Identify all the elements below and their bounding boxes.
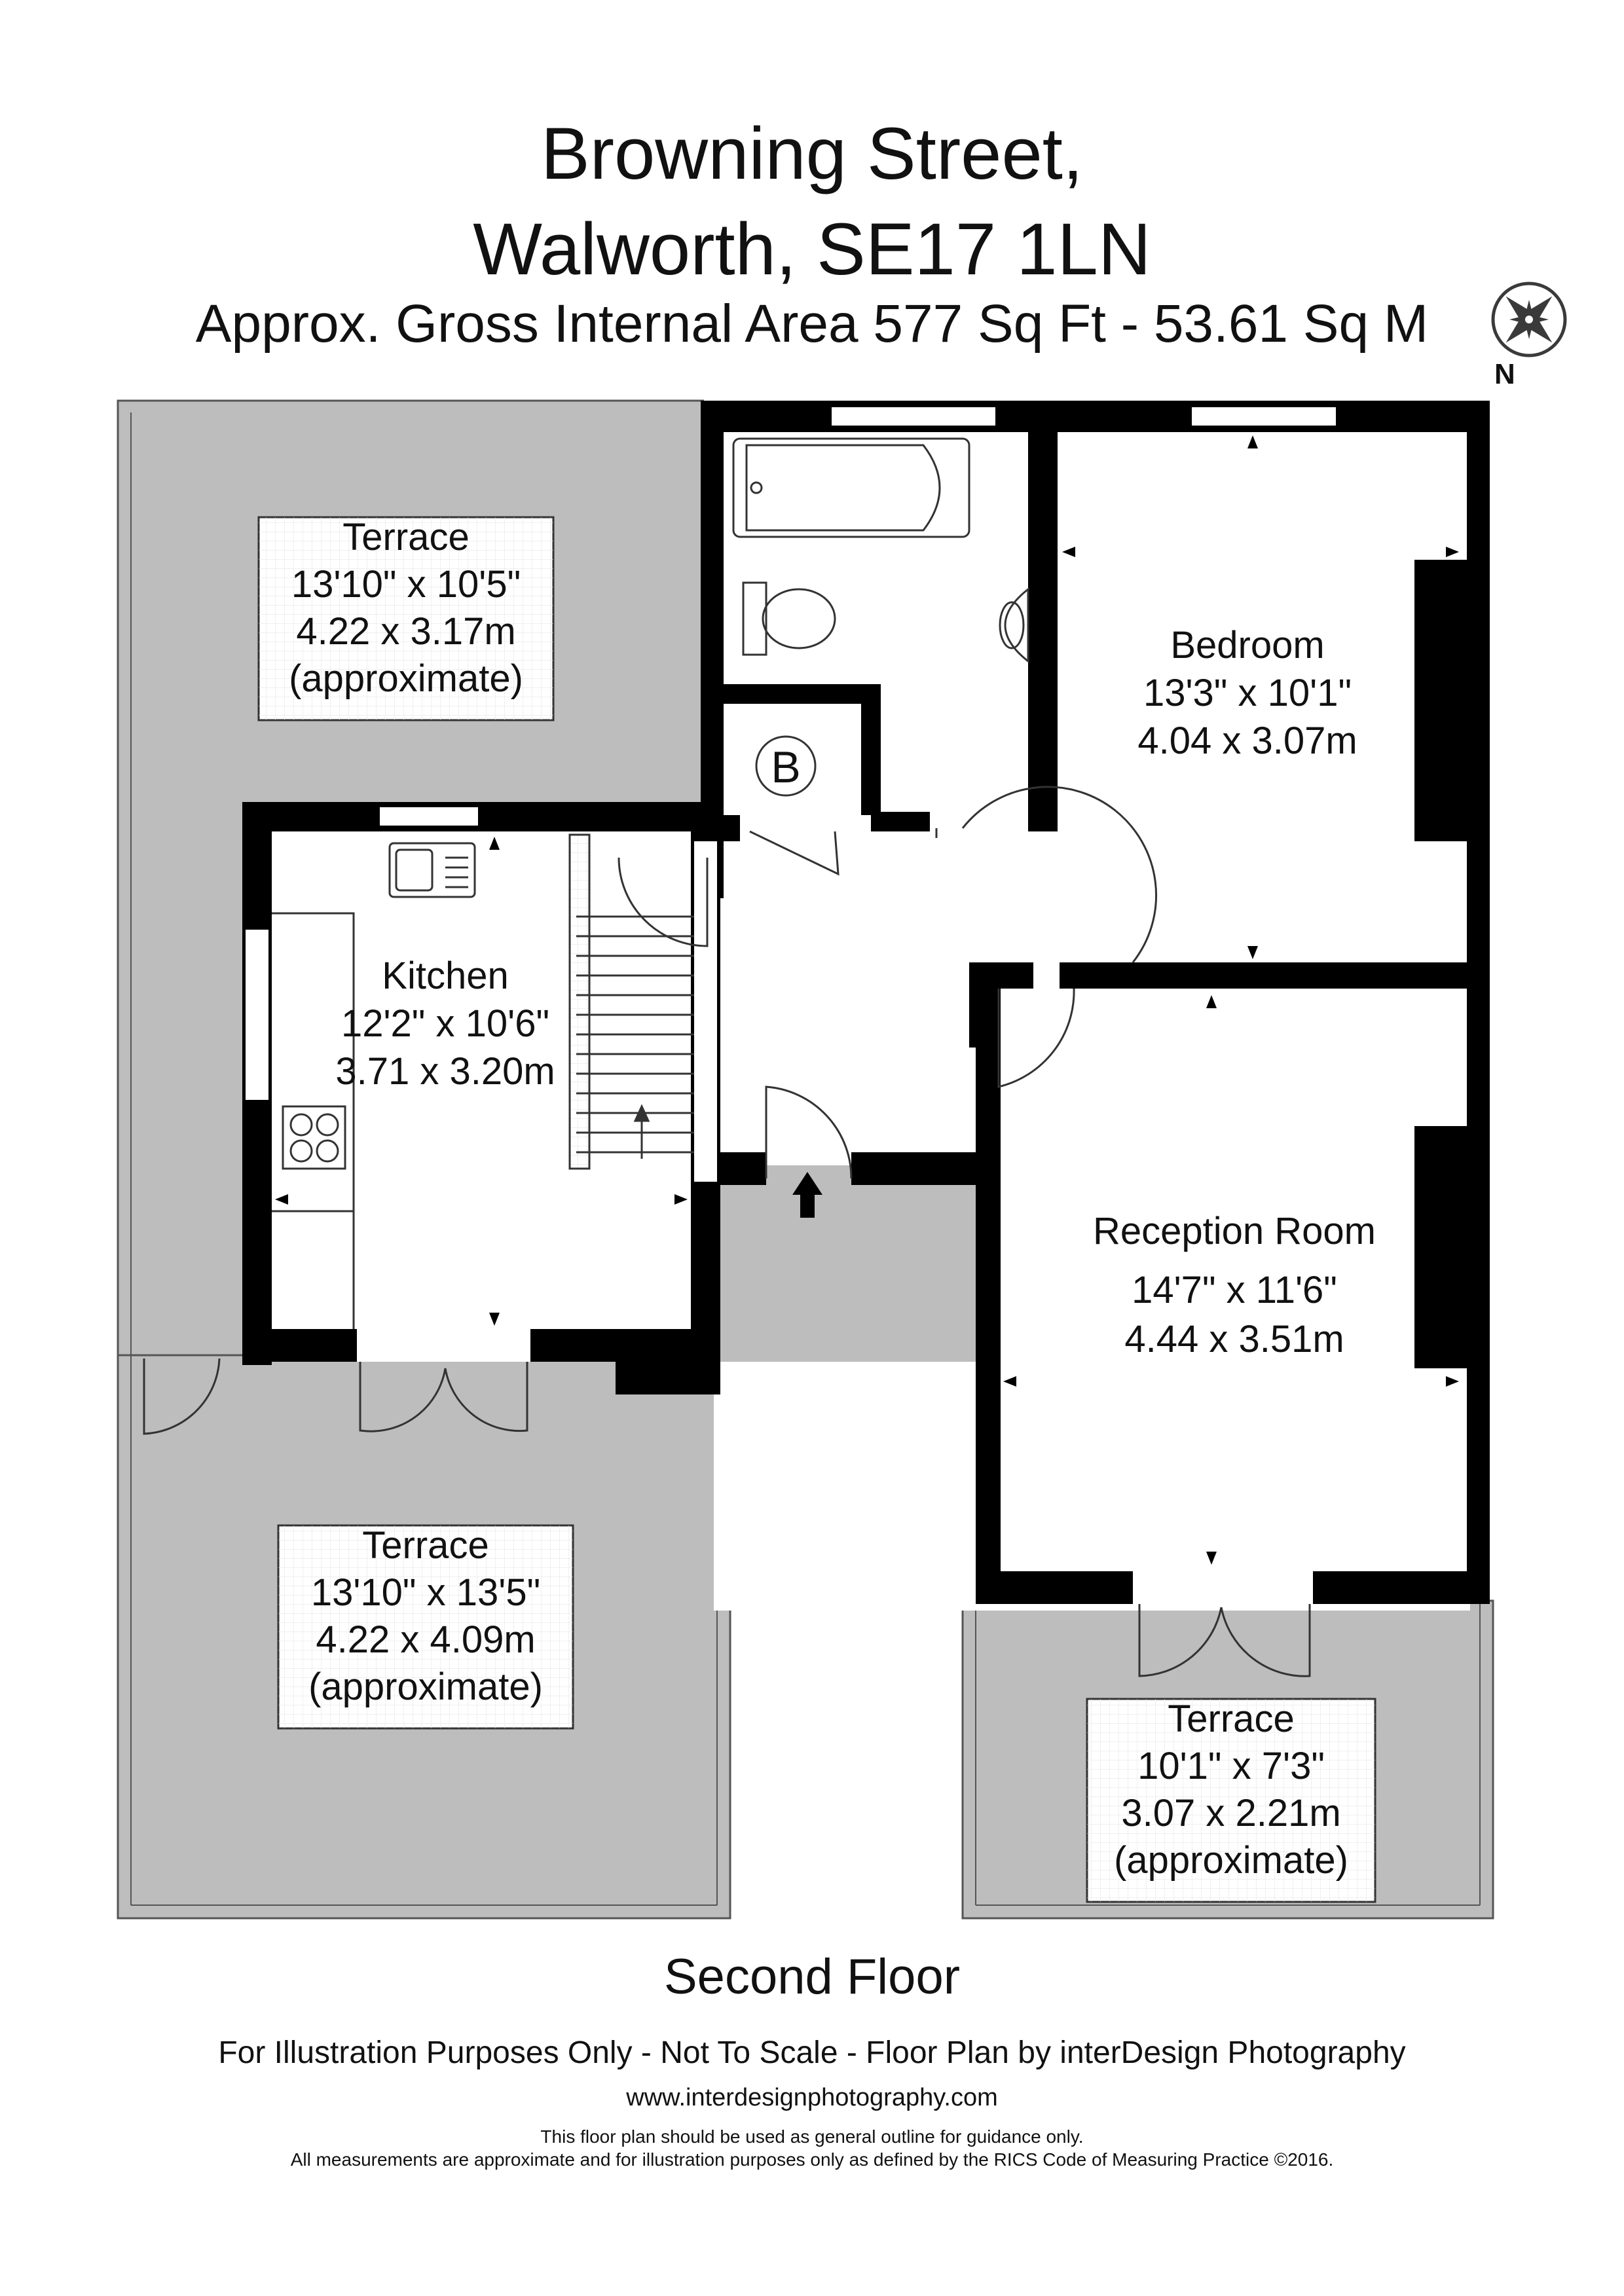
boiler-label: B: [771, 742, 801, 792]
terrace-top-imperial: 13'10" x 10'5": [291, 563, 521, 606]
property-area-title: Walworth, SE17 1LN: [473, 208, 1151, 290]
terrace-bottom-left-name: Terrace: [362, 1524, 489, 1567]
bedroom-imperial: 13'3" x 10'1": [1143, 672, 1352, 714]
terrace-top-name: Terrace: [342, 516, 470, 558]
terrace-top-note: (approximate): [289, 657, 523, 700]
reception-imperial: 14'7" x 11'6": [1132, 1269, 1337, 1311]
website-link[interactable]: www.interdesignphotography.com: [626, 2084, 998, 2111]
north-label: N: [1494, 358, 1515, 390]
reception-name: Reception Room: [1093, 1210, 1376, 1252]
illustration-disclaimer: For Illustration Purposes Only - Not To Scale - Floor Plan by interDesign Photography: [218, 2035, 1406, 2070]
guidance-disclaimer: This floor plan should be used as general outline for guidance only.: [540, 2126, 1084, 2147]
reception-metric: 4.44 x 3.51m: [1124, 1318, 1344, 1360]
room-label-bedroom: [1137, 624, 1357, 762]
terrace-bottom-right-metric: 3.07 x 2.21m: [1121, 1792, 1341, 1834]
terrace-bottom-right-name: Terrace: [1168, 1698, 1295, 1740]
bedroom-name: Bedroom: [1170, 624, 1325, 666]
room-label-terrace-bottom-right: [1087, 1698, 1375, 1902]
terrace-bottom-left-metric: 4.22 x 4.09m: [316, 1618, 536, 1661]
property-street-title: Browning Street,: [541, 113, 1083, 194]
kitchen-imperial: 12'2" x 10'6": [341, 1002, 550, 1045]
measurement-disclaimer: All measurements are approximate and for illustration purposes only as defined by the RICS Code of Measuring Practice ©2016.: [290, 2149, 1334, 2170]
terrace-bottom-right-note: (approximate): [1114, 1839, 1348, 1882]
terrace-bottom-left-imperial: 13'10" x 13'5": [310, 1571, 541, 1614]
kitchen-name: Kitchen: [382, 955, 509, 997]
gross-internal-area: Approx. Gross Internal Area 577 Sq Ft - 53.61 Sq M: [195, 294, 1429, 354]
kitchen-metric: 3.71 x 3.20m: [335, 1050, 555, 1093]
terrace-bottom-left-note: (approximate): [308, 1666, 543, 1708]
room-label-terrace-top: [259, 516, 553, 720]
room-label-reception: [1093, 1210, 1376, 1360]
room-label-terrace-bottom-left: [278, 1524, 573, 1728]
compass-rose-icon: [1483, 273, 1575, 365]
terrace-bottom-right-imperial: 10'1" x 7'3": [1137, 1745, 1325, 1787]
floor-label: Second Floor: [663, 1949, 961, 2005]
terrace-top-metric: 4.22 x 3.17m: [296, 610, 516, 653]
bedroom-metric: 4.04 x 3.07m: [1137, 720, 1357, 762]
